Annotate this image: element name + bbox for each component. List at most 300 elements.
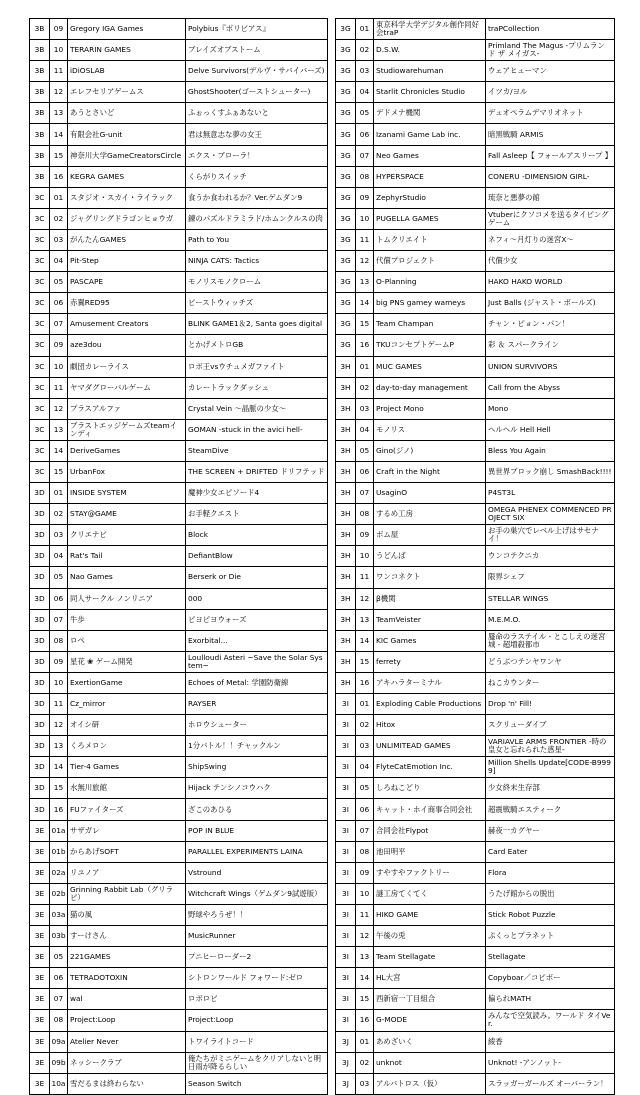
block-code: 3G <box>336 124 356 145</box>
booth-number: 15 <box>356 651 374 672</box>
table-row <box>336 672 615 693</box>
game-title: Loulloudi Asteri ~Save the Solar System~ <box>186 651 328 672</box>
circle-name: Gregory IGA Games <box>68 19 186 40</box>
game-title: NINJA CATS: Tactics <box>186 251 328 272</box>
block-code: 3H <box>336 440 356 461</box>
circle-name: Gino(ジノ) <box>374 440 486 461</box>
circle-name: ネッシークラブ <box>68 1052 186 1073</box>
game-title: Vstround <box>186 862 328 883</box>
circle-name: 神奈川大学GameCreatorsCircle <box>68 145 186 166</box>
circle-name: Atelier Never <box>68 1031 186 1052</box>
table-row <box>30 525 328 546</box>
circle-name: くろメロン <box>68 736 186 757</box>
circle-name: デドメナ機関 <box>374 103 486 124</box>
block-code: 3I <box>336 989 356 1010</box>
block-code: 3G <box>336 208 356 229</box>
game-title: BLINK GAME1＆2, Santa goes digital <box>186 314 328 335</box>
table-row <box>30 419 328 440</box>
game-title: トワイライトコード <box>186 1031 328 1052</box>
circle-name: 牛歩 <box>68 609 186 630</box>
block-code: 3H <box>336 630 356 651</box>
booth-number: 04 <box>356 419 374 440</box>
circle-name: 合同会社Flypot <box>374 820 486 841</box>
circle-name: Rat's Tail <box>68 546 186 567</box>
block-code: 3H <box>336 567 356 588</box>
table-row <box>336 862 615 883</box>
block-code: 3G <box>336 145 356 166</box>
block-code: 3E <box>30 904 50 925</box>
booth-number: 05 <box>356 440 374 461</box>
table-row <box>336 61 615 82</box>
game-title: Unknot! -アンノット- <box>486 1052 615 1073</box>
game-title: ShipSwing <box>186 757 328 778</box>
block-code: 3C <box>30 314 50 335</box>
table-row <box>336 504 615 525</box>
block-code: 3C <box>30 356 50 377</box>
block-code: 3D <box>30 630 50 651</box>
table-row <box>30 1010 328 1031</box>
table-row <box>30 229 328 250</box>
table-row <box>30 672 328 693</box>
table-row <box>336 926 615 947</box>
table-row <box>336 757 615 778</box>
booth-number: 14 <box>50 440 68 461</box>
game-title: 暗黒戦騎 ARMIS <box>486 124 615 145</box>
table-row <box>30 546 328 567</box>
block-code: 3E <box>30 968 50 989</box>
table-row <box>336 651 615 672</box>
circle-name: クリエナビ <box>68 525 186 546</box>
block-code: 3G <box>336 187 356 208</box>
game-title: Project:Loop <box>186 1010 328 1031</box>
block-code: 3B <box>30 61 50 82</box>
table-row <box>336 989 615 1010</box>
booth-number: 13 <box>356 609 374 630</box>
circle-name: Izanami Game Lab inc. <box>374 124 486 145</box>
game-title: 限界シェフ <box>486 567 615 588</box>
booth-number: 02 <box>356 1052 374 1073</box>
circle-name: TERARIN GAMES <box>68 40 186 61</box>
booth-number: 09 <box>356 525 374 546</box>
circle-name: 東京科学大学デジタル創作同好会traP <box>374 19 486 40</box>
block-code: 3G <box>336 19 356 40</box>
booth-number: 03 <box>356 61 374 82</box>
circle-name: アキハラターミナル <box>374 672 486 693</box>
table-row <box>336 883 615 904</box>
block-code: 3J <box>336 1052 356 1073</box>
table-row <box>336 947 615 968</box>
game-title: Polybius『ポリビアス』 <box>186 19 328 40</box>
circle-name: アルバトロス（仮） <box>374 1073 486 1094</box>
circle-name: TKUコンセプトゲームP <box>374 335 486 356</box>
circle-name: 劇団カレーライス <box>68 356 186 377</box>
block-code: 3D <box>30 546 50 567</box>
booth-number: 07 <box>50 314 68 335</box>
circle-name: unknot <box>374 1052 486 1073</box>
circle-name: KEGRA GAMES <box>68 166 186 187</box>
block-code: 3D <box>30 525 50 546</box>
booth-number: 09a <box>50 1031 68 1052</box>
block-code: 3I <box>336 926 356 947</box>
game-title: Bless You Again <box>486 440 615 461</box>
game-title: チャン・ピョン・パン！ <box>486 314 615 335</box>
table-row <box>30 124 328 145</box>
circle-name: リユノア <box>68 862 186 883</box>
table-row <box>30 989 328 1010</box>
booth-number: 12 <box>50 398 68 419</box>
circle-name: しろねこどり <box>374 778 486 799</box>
booth-number: 02 <box>50 504 68 525</box>
table-row <box>30 293 328 314</box>
booth-number: 16 <box>356 1010 374 1031</box>
block-code: 3I <box>336 757 356 778</box>
game-title: MusicRunner <box>186 926 328 947</box>
circle-name: 有限会社G-unit <box>68 124 186 145</box>
block-code: 3G <box>336 166 356 187</box>
table-row <box>30 1052 328 1073</box>
table-row <box>336 314 615 335</box>
circle-name: O-Planning <box>374 272 486 293</box>
booth-number: 06 <box>356 461 374 482</box>
game-title: GOMAN -stuck in the avici hell- <box>186 419 328 440</box>
circle-name: DeriveGames <box>68 440 186 461</box>
game-title: ピヨピヨウォーズ <box>186 609 328 630</box>
table-row <box>30 40 328 61</box>
game-title: THE SCREEN + DRIFTED ドリフテッド <box>186 461 328 482</box>
table-row <box>336 525 615 546</box>
table-row <box>336 1031 615 1052</box>
booth-number: 02b <box>50 883 68 904</box>
circle-name: 午後の兎 <box>374 926 486 947</box>
booth-number: 03 <box>50 229 68 250</box>
circle-name: すやすやファクトリー <box>374 862 486 883</box>
booth-number: 01 <box>356 1031 374 1052</box>
booth-number: 03a <box>50 904 68 925</box>
table-row <box>336 419 615 440</box>
circle-name: wal <box>68 989 186 1010</box>
block-code: 3J <box>336 1031 356 1052</box>
booth-number: 07 <box>356 483 374 504</box>
circle-name: サザガレ <box>68 820 186 841</box>
circle-name: iDiOSLAB <box>68 61 186 82</box>
circle-name: Exploding Cable Productions <box>374 694 486 715</box>
block-code: 3H <box>336 419 356 440</box>
block-code: 3E <box>30 883 50 904</box>
game-title: お手軽クエスト <box>186 504 328 525</box>
block-code: 3D <box>30 567 50 588</box>
circle-name: KIC Games <box>374 630 486 651</box>
game-title: VARIAVLE ARMS FRONTIER -時の皇女と忘れられた惑星- <box>486 736 615 757</box>
block-code: 3I <box>336 904 356 925</box>
circle-name: HL大宮 <box>374 968 486 989</box>
table-row <box>336 229 615 250</box>
table-row <box>336 293 615 314</box>
game-title: STELLAR WINGS <box>486 588 615 609</box>
table-row <box>30 1031 328 1052</box>
booth-number: 11 <box>356 229 374 250</box>
table-row <box>30 947 328 968</box>
table-row <box>336 904 615 925</box>
booth-number: 06 <box>50 588 68 609</box>
block-code: 3C <box>30 419 50 440</box>
circle-name: がんたんGAMES <box>68 229 186 250</box>
table-row <box>336 82 615 103</box>
game-title: Drop 'n' Fill! <box>486 694 615 715</box>
block-code: 3I <box>336 778 356 799</box>
circle-name: ボム屋 <box>374 525 486 546</box>
booth-number: 04 <box>50 546 68 567</box>
booth-number: 13 <box>50 736 68 757</box>
game-title: プニヒーローダー2 <box>186 947 328 968</box>
table-row <box>336 841 615 862</box>
table-row <box>30 208 328 229</box>
game-title: Witchcraft Wings（ゲムダン9試遊版） <box>186 883 328 904</box>
table-row <box>30 588 328 609</box>
block-code: 3H <box>336 483 356 504</box>
table-row <box>30 314 328 335</box>
booth-number: 09 <box>356 862 374 883</box>
block-code: 3I <box>336 799 356 820</box>
booth-number: 15 <box>356 314 374 335</box>
block-code: 3I <box>336 715 356 736</box>
table-row <box>336 251 615 272</box>
game-title: 綾香 <box>486 1031 615 1052</box>
table-row <box>30 483 328 504</box>
game-title: デュオペラムデマリオネット <box>486 103 615 124</box>
circle-name: 西新宿一丁目組合 <box>374 989 486 1010</box>
game-title: ぷくっとプラネット <box>486 926 615 947</box>
circle-name: Craft in the Night <box>374 461 486 482</box>
circle-name: Project:Loop <box>68 1010 186 1031</box>
booth-number: 11 <box>50 694 68 715</box>
booth-number: 02 <box>50 208 68 229</box>
game-title: ざこのあひる <box>186 799 328 820</box>
booth-number: 10 <box>356 546 374 567</box>
table-row <box>336 356 615 377</box>
game-title: Echoes of Metal: 学園防衛線 <box>186 672 328 693</box>
table-row <box>336 1052 615 1073</box>
game-title: SteamDive <box>186 440 328 461</box>
circle-name: あめざいく <box>374 1031 486 1052</box>
game-title: カレートラックダッシュ <box>186 377 328 398</box>
block-code: 3D <box>30 736 50 757</box>
booth-number: 12 <box>356 926 374 947</box>
booth-number: 03 <box>50 525 68 546</box>
block-code: 3H <box>336 546 356 567</box>
table-row <box>336 19 615 40</box>
circle-name: Pit-Step <box>68 251 186 272</box>
booth-number: 01 <box>356 694 374 715</box>
circle-name: からあげSOFT <box>68 841 186 862</box>
circle-name: トムクリエイト <box>374 229 486 250</box>
game-title: ヘルヘル Hell Hell <box>486 419 615 440</box>
circle-name: big PNS gamey wameys <box>374 293 486 314</box>
circle-name: 猫の風 <box>68 904 186 925</box>
game-title: Block <box>186 525 328 546</box>
table-row <box>30 630 328 651</box>
booth-number: 11 <box>356 567 374 588</box>
circle-name: 同人サークル ノンリニア <box>68 588 186 609</box>
table-row <box>30 862 328 883</box>
circle-name: ExertionGame <box>68 672 186 693</box>
block-code: 3J <box>336 1073 356 1094</box>
circle-name: 赤翼RED95 <box>68 293 186 314</box>
booth-number: 13 <box>50 103 68 124</box>
block-code: 3D <box>30 609 50 630</box>
block-code: 3I <box>336 1010 356 1031</box>
game-title: Hijack テンシノコウハク <box>186 778 328 799</box>
block-code: 3H <box>336 651 356 672</box>
circle-name: ヤマダグローバルゲーム <box>68 377 186 398</box>
table-row <box>336 715 615 736</box>
game-title: ウンコテクニカ <box>486 546 615 567</box>
table-row <box>30 356 328 377</box>
game-title: モノリスモノクローム <box>186 272 328 293</box>
game-title: 魔神少女エピソード4 <box>186 483 328 504</box>
block-code: 3E <box>30 989 50 1010</box>
booth-number: 02 <box>356 377 374 398</box>
booth-number: 06 <box>50 968 68 989</box>
circle-name: ブラストエッジゲームズteamインディ <box>68 419 186 440</box>
block-code: 3E <box>30 1010 50 1031</box>
table-row <box>336 103 615 124</box>
circle-name: PUGELLA GAMES <box>374 208 486 229</box>
circle-name: Hitox <box>374 715 486 736</box>
booth-number: 05 <box>50 947 68 968</box>
block-code: 3C <box>30 208 50 229</box>
game-title: 異世界ブロック崩し SmashBack!!!! <box>486 461 615 482</box>
circle-name: β機関 <box>374 588 486 609</box>
circle-name: スタジオ・スカイ・ライラック <box>68 187 186 208</box>
booth-number: 08 <box>356 166 374 187</box>
table-row <box>30 609 328 630</box>
game-title: Stellagate <box>486 947 615 968</box>
game-title: CONERU -DIMENSION GIRL- <box>486 166 615 187</box>
booth-number: 10 <box>356 883 374 904</box>
booth-number: 10 <box>356 208 374 229</box>
table-row <box>30 841 328 862</box>
table-row <box>30 82 328 103</box>
circle-name: ロペ <box>68 630 186 651</box>
block-code: 3H <box>336 398 356 419</box>
circle-name: INSIDE SYSTEM <box>68 483 186 504</box>
circle-name: 池田明平 <box>374 841 486 862</box>
circle-name: FUファイターズ <box>68 799 186 820</box>
game-title: Season Switch <box>186 1073 328 1094</box>
booth-number: 13 <box>50 419 68 440</box>
game-title: ウェアヒューマン <box>486 61 615 82</box>
table-row <box>30 715 328 736</box>
block-code: 3B <box>30 166 50 187</box>
game-title: Just Balls (ジャスト・ボールズ) <box>486 293 615 314</box>
booth-number: 06 <box>356 799 374 820</box>
block-code: 3C <box>30 251 50 272</box>
table-row <box>336 630 615 651</box>
game-title: DefiantBlow <box>186 546 328 567</box>
booth-number: 09 <box>50 19 68 40</box>
circle-name: aze3dou <box>68 335 186 356</box>
game-title: Card Eater <box>486 841 615 862</box>
block-code: 3E <box>30 841 50 862</box>
game-title: M.E.M.O. <box>486 609 615 630</box>
table-row <box>30 335 328 356</box>
block-code: 3G <box>336 61 356 82</box>
booth-number: 05 <box>356 103 374 124</box>
circle-name: Studiowarehuman <box>374 61 486 82</box>
game-title: Exorbital... <box>186 630 328 651</box>
booth-number: 08 <box>50 1010 68 1031</box>
game-title: GhostShooter(ゴーストシューター) <box>186 82 328 103</box>
circle-name: するめ工房 <box>374 504 486 525</box>
circle-name: STAY@GAME <box>68 504 186 525</box>
game-title: エクス・ブローラ！ <box>186 145 328 166</box>
table-row <box>30 272 328 293</box>
circle-name: 雪だるまは終わらない <box>68 1073 186 1094</box>
game-title: ビーストウィッチズ <box>186 293 328 314</box>
block-code: 3H <box>336 609 356 630</box>
game-title: traPCollection <box>486 19 615 40</box>
circle-name: すーけさん <box>68 926 186 947</box>
block-code: 3D <box>30 799 50 820</box>
table-row <box>336 440 615 461</box>
circle-name: TETRADOTOXIN <box>68 968 186 989</box>
block-code: 3G <box>336 103 356 124</box>
circle-name: FlyteCatEmotion Inc. <box>374 757 486 778</box>
table-row <box>30 799 328 820</box>
booth-number: 05 <box>50 272 68 293</box>
game-title: Flora <box>486 862 615 883</box>
booth-number: 10a <box>50 1073 68 1094</box>
block-code: 3I <box>336 820 356 841</box>
booth-number: 03b <box>50 926 68 947</box>
block-code: 3D <box>30 483 50 504</box>
block-code: 3C <box>30 187 50 208</box>
booth-number: 01b <box>50 841 68 862</box>
table-row <box>30 377 328 398</box>
booth-number: 04 <box>356 757 374 778</box>
block-code: 3G <box>336 40 356 61</box>
circle-name: MUC GAMES <box>374 356 486 377</box>
block-code: 3I <box>336 968 356 989</box>
game-title: シトロンワールド フォワード:ゼロ <box>186 968 328 989</box>
block-code: 3E <box>30 1031 50 1052</box>
circle-name: UsaginO <box>374 483 486 504</box>
block-code: 3E <box>30 926 50 947</box>
game-title: 食うか食われるか？Ver.ゲムダン9 <box>186 187 328 208</box>
table-row <box>336 398 615 419</box>
booth-number: 04 <box>356 82 374 103</box>
game-title: RAYSER <box>186 694 328 715</box>
game-title: Million Shells Update[CODE-B9999] <box>486 757 615 778</box>
table-row <box>30 694 328 715</box>
game-title: Delve Survivors(デルヴ・サバイバーズ) <box>186 61 328 82</box>
block-code: 3D <box>30 588 50 609</box>
game-title: Berserk or Die <box>186 567 328 588</box>
exhibitor-table-left <box>29 18 328 1095</box>
booth-number: 06 <box>356 124 374 145</box>
booth-number: 16 <box>50 166 68 187</box>
circle-name: 星花 ❀ ゲーム開発 <box>68 651 186 672</box>
game-title: Vtuberにクソコメを送るタイピングゲーム <box>486 208 615 229</box>
game-title: みんなで空気読み。ワールド タイVer. <box>486 1010 615 1031</box>
game-title: UNION SURVIVORS <box>486 356 615 377</box>
circle-name: D.S.W. <box>374 40 486 61</box>
table-row <box>30 757 328 778</box>
booth-number: 07 <box>50 989 68 1010</box>
game-title: ねこカウンター <box>486 672 615 693</box>
booth-number: 13 <box>356 947 374 968</box>
circle-name: UNLIMITEAD GAMES <box>374 736 486 757</box>
